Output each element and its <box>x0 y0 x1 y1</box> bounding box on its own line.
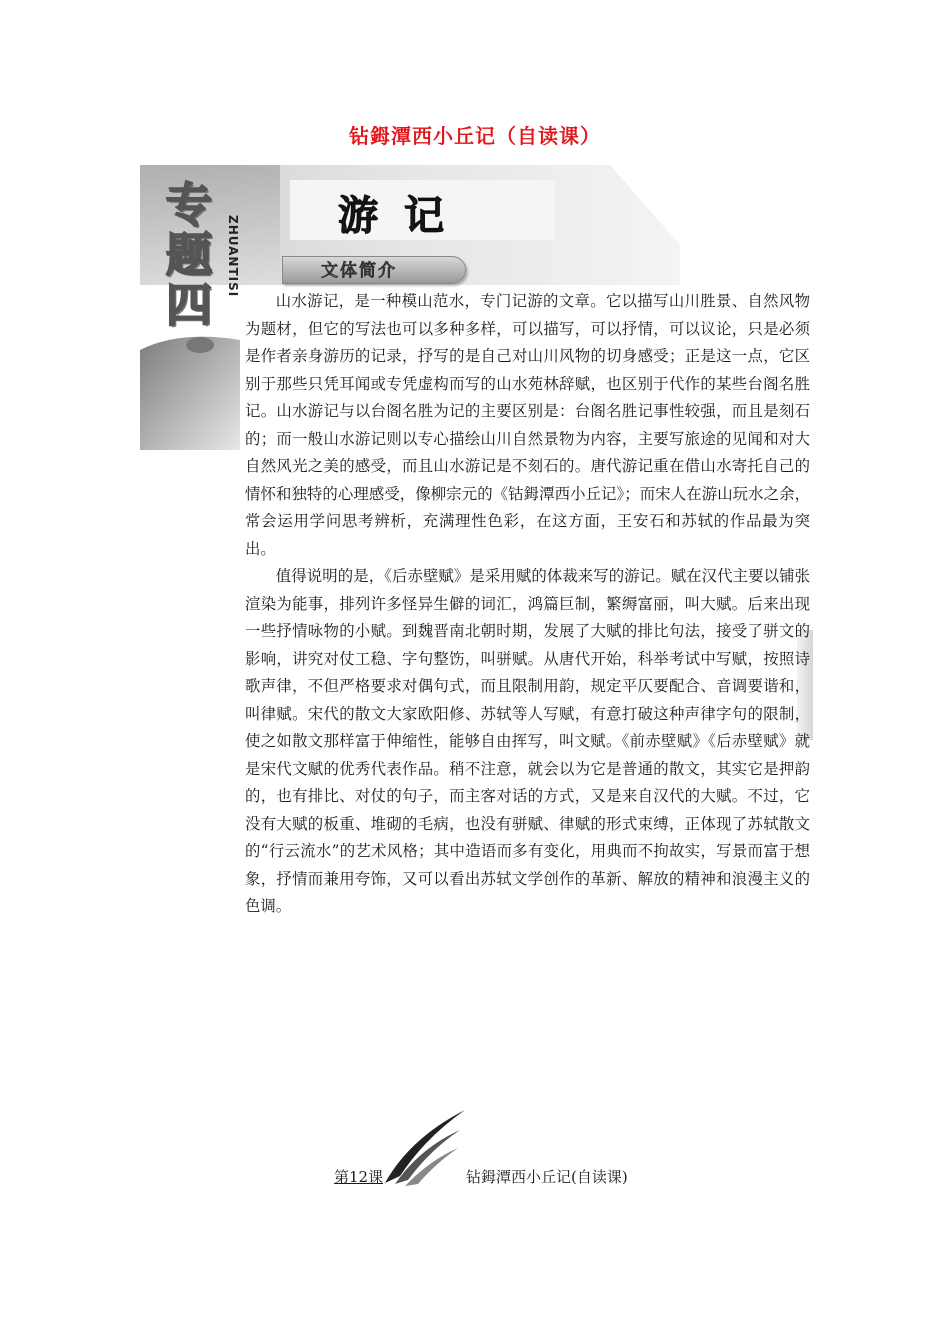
paragraph: 值得说明的是，《后赤壁赋》是采用赋的体裁来写的游记。赋在汉代主要以铺张渲染为能事，排列许多怪异生僻的词汇，鸿篇巨制，繁缛富丽，叫大赋。后来出现一些抒情咏物的小赋。到魏晋南北朝时期，发展了大赋的排比句法，接受了骈文的影响，讲究对仗工稳、字句整饬，叫骈赋。从唐代开始，科举考试中写赋，按照诗歌声律，不但严格要求对偶句式，而且限制用韵，规定平仄要配合、音调要谐和，叫律赋。宋代的散文大家欧阳修、苏轼等人写赋，有意打破这种声律字句的限制，使之如散文那样富于伸缩性，能够自由挥写，叫文赋。《前赤壁赋》《后赤壁赋》就是宋代文赋的优秀代表作品。稍不注意，就会以为它是普通的散文，其实它是押韵的，也有排比、对仗的句子，而主客对话的方式，又是来自汉代的大赋。不过，它没有大赋的板重、堆砌的毛病，也没有骈赋、律赋的形式束缚，正体现了苏轼散文的“行云流水”的艺术风格；其中造语而多有变化，用典而不拘故实，写景而富于想象，抒情而兼用夸饰，又可以看出苏轼文学创作的革新、解放的精神和浪漫主义的色调。 <box>245 567 810 915</box>
topic-pinyin: ZHUANTISI <box>226 215 240 298</box>
footer-lesson-title: 钻鉧潭西小丘记(自读课) <box>466 1168 628 1186</box>
paragraph: 山水游记，是一种模山范水，专门记游的文章。它以描写山川胜景、自然风物为题材，但它的写法也可以多种多样，可以描写，可以抒情，可以议论，只是必须是作者亲身游历的记录，抒写的是自己对山川风物的切身感受；正是这一点，它区别于那些只凭耳闻或专凭虚构而写的山水苑林辞赋，也区别于代作的某些台阁名胜记。山水游记与以台阁名胜为记的主要区别是：台阁名胜记事性较强，而且是刻石的；而一般山水游记则以专心描绘山川自然景物为内容，主要写旅途的见闻和对大自然风光之美的感受，而且山水游记是不刻石的。唐代游记重在借山水寄托自己的情怀和独特的心理感受，像柳宗元的《钴鉧潭西小丘记》；而宋人在游山玩水之余，常会运用学问思考辨析，充满理性色彩，在这方面，王安石和苏轼的作品最为突出。 <box>245 292 810 558</box>
genre-title: 游记 <box>338 193 470 239</box>
swoosh-icon <box>380 1108 470 1188</box>
topic-number-label <box>160 180 218 330</box>
topic-char-2: 题 <box>166 228 212 282</box>
section-tab-label: 文体简介 <box>282 256 466 284</box>
document-title: 钻鉧潭西小丘记（自读课） <box>349 124 601 148</box>
footer-lesson-number: 第12课 <box>334 1168 384 1186</box>
decorative-ink-image <box>140 320 240 450</box>
topic-char-3: 四 <box>166 278 212 332</box>
body-text <box>245 288 810 921</box>
topic-char-1: 专 <box>166 178 212 232</box>
